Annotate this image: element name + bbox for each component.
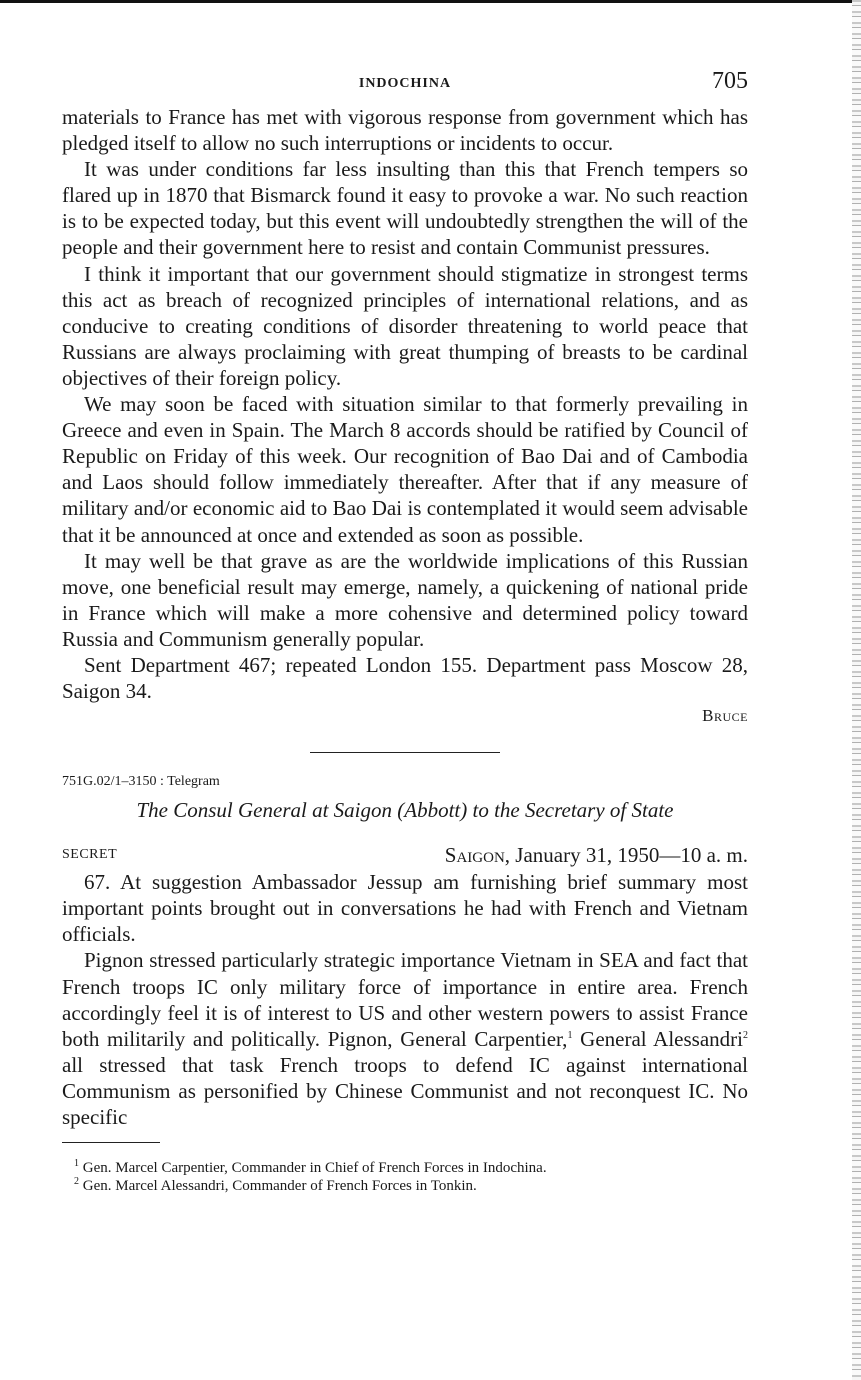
footnote-marker: 2 — [743, 1029, 748, 1041]
paragraph: materials to France has met with vigorous response from government which has pledged itself to allow no such interruptions or incidents to occur. — [62, 105, 748, 156]
page-number: 705 — [712, 68, 748, 94]
dateline — [445, 841, 748, 869]
paragraph: I think it important that our government should stigmatize in strongest terms this act as breach of recognized principles of international relations, and as conducive to creating conditions of disorder threatening to world peace that Russians are always proclaiming with great thumping of breasts to be cardinal objectives of their foreign policy. — [62, 261, 748, 390]
page-edge — [852, 0, 861, 1380]
signature: Bruce — [702, 706, 748, 726]
footnote — [62, 1177, 748, 1195]
paragraph: 67. At suggestion Ambassador Jessup am furnishing brief summary most important points brought out in conversations he had with French and Vietnam officials. — [62, 870, 748, 947]
footnote-number: 2 — [74, 1176, 79, 1188]
dateline-place: Saigon, — [444, 843, 511, 868]
footnote-text: Gen. Marcel Carpentier, Commander in Chief of French Forces in Indochina. — [82, 1160, 547, 1177]
paragraph-text: all stressed that task French troops to defend IC against international Communism as personified by Chinese Communist and not reconquest IC. No specific — [62, 1052, 748, 1129]
section-divider — [310, 752, 500, 753]
footnotes — [62, 1159, 748, 1195]
running-title: INDOCHINA — [358, 76, 452, 91]
paragraph — [62, 947, 748, 1130]
telegram-header — [62, 841, 748, 869]
top-border — [0, 0, 861, 3]
footnote-text: Gen. Marcel Alessandri, Commander of French Forces in Tonkin. — [82, 1178, 477, 1195]
paragraph-text: General Alessandri — [572, 1026, 743, 1051]
bruce-telegram-body — [62, 104, 748, 704]
paragraph: We may soon be faced with situation similar to that formerly prevailing in Greece and even in Spain. The March 8 accords should be ratified by Council of Republic on Friday of this week. Our recognition of Bao Dai and of Cambodia and Laos should follow immediately thereafter. After that if any measure of military and/or economic aid to Bao Dai is contemplated it would seem advisable that it be announced at once and extended as soon as possible. — [62, 392, 748, 547]
footnote-rule — [62, 1142, 160, 1143]
file-reference: 751G.02/1–3150 : Telegram — [62, 774, 220, 790]
footnote-marker: 1 — [567, 1029, 573, 1041]
document-page — [62, 68, 748, 1195]
paragraph: It was under conditions far less insulting than this that French tempers so flared up in 1870 that Bismarck found it easy to provoke a war. No such reaction is to be expected today, but this event will undoubtedly strengthen the will of the people and their government here to resist and contain Communist pressures. — [62, 157, 748, 260]
telegram-title: The Consul General at Saigon (Abbott) to the Secretary of State — [136, 798, 674, 823]
classification-label: SECRET — [62, 847, 118, 863]
paragraph-text: Pignon stressed particularly strategic importance Vietnam in SEA and fact that French troops IC only military force of importance in entire area. French accordingly feel it is of interest to US and other western powers to assist France both militarily and politically. Pignon, General Carpentier, — [62, 948, 748, 1051]
paragraph: Sent Department 467; repeated London 155. Department pass Moscow 28, Saigon 34. — [62, 652, 748, 704]
footnote — [62, 1159, 748, 1177]
running-head — [62, 68, 748, 104]
paragraph: It may well be that grave as are the worldwide implications of this Russian move, one beneficial result may emerge, namely, a quickening of national pride in France which will make a more cohensive and determined policy toward Russia and Communism generally popular. — [62, 548, 748, 651]
dateline-date: January 31, 1950—10 a. m. — [515, 843, 748, 868]
abbott-telegram-body — [62, 869, 748, 1130]
footnote-number: 1 — [74, 1158, 79, 1170]
